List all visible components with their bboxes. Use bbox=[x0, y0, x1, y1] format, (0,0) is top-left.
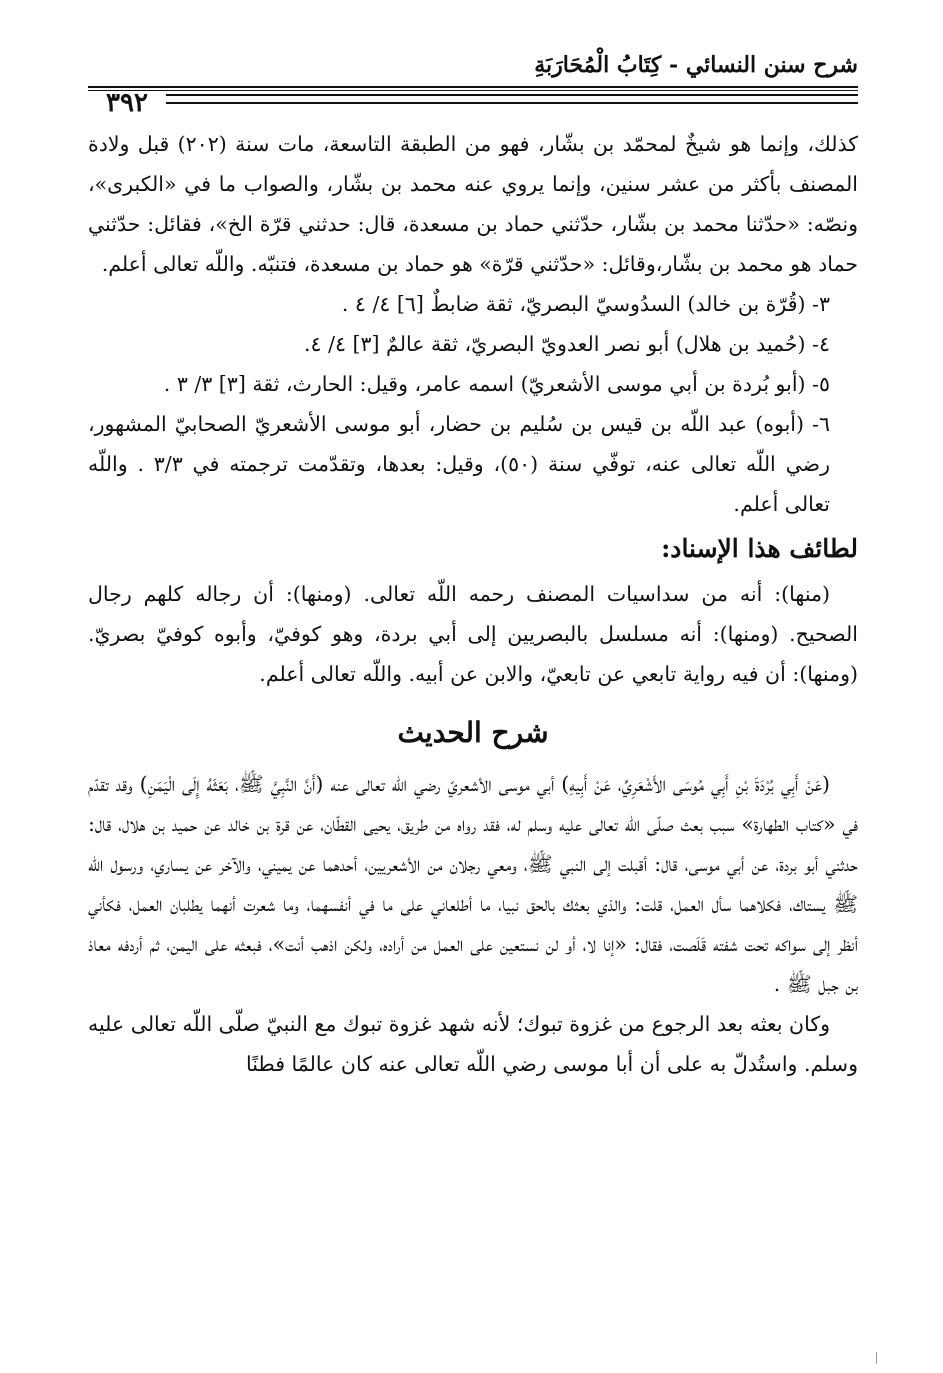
header-rule bbox=[88, 86, 858, 91]
narrator-entry: ٤- (حُميد بن هلال) أبو نصر العدويّ البصريّ، ثقة عالمٌ [٣] ٤/ ٤. bbox=[304, 332, 830, 356]
section-heading: شرح الحديث bbox=[397, 716, 549, 749]
narrator-entry: ٣- (قُرّة بن خالد) السدُوسيّ البصريّ، ثقة ضابطٌ [٦] ٤/ ٤ . bbox=[341, 292, 830, 316]
page-body bbox=[88, 124, 858, 1084]
section-subheading: لطائف هذا الإسناد: bbox=[661, 534, 858, 563]
page-number-rule bbox=[166, 94, 858, 104]
paragraph-continuation: وكان بعثه بعد الرجوع من غزوة تبوك؛ لأنه شهد غزوة تبوك مع النبيّ صلّى اللّه تعالى عليه وسلم. واستُدلّ به على أن أبا موسى رضي اللّه تعالى عنه كان عالمًا فطنًا bbox=[88, 1012, 858, 1076]
paragraph-commentary: كذلك، وإنما هو شيخٌ لمحمّد بن بشّار، فهو من الطبقة التاسعة، مات سنة (٢٠٢) قبل ولادة المصنف بأكثر من عشر سنين، وإنما يروي عنه محمد بن بشّار، والصواب ما في «الكبرى»، ونصّه: «حدّثنا محمد بن بشّار، حدّثني حماد بن مسعدة، قال: حدثني قرّة الخ»، فقائل: حدّثني حماد هو محمد بن بشّار،وقائل: «حدّثني قرّة» هو حماد بن مسعدة، فتنبّه. واللّه تعالى أعلم. bbox=[88, 132, 858, 276]
page-header bbox=[88, 52, 858, 82]
running-title: شرح سنن النسائي - كِتَابُ الْمُحَارَبَةِ bbox=[534, 52, 858, 78]
page-number: ٣٩٢ bbox=[106, 88, 148, 118]
paragraph-hadith-explanation: (عَنْ أَبِي بُرْدَةَ بْنِ أَبِي مُوسَى الأَشْعَرِيِّ، عَنْ أَبِيهِ) أبي موسى الأشعريّ رضي اللّه تعالى عنه (أَنَّ النَّبِيَّ ﷺ، بَعَثَهُ إِلَى الْيَمَنِ) وقد تقدّم في «كتاب الطهارة» سبب بعث صلّى اللّه تعالى عليه وسلم له، فقد رواه من طريق، يحيى القطّان، عن قرة بن خالد عن حميد بن هلال، قال: حدثني أبو بردة، عن أبي موسى، قال: أقبلت إلى النبي ﷺ، ومعي رجلان من الأشعريين، أحدهما عن يميني، والآخر عن يساري، ورسول اللّه ﷺ يستاك، فكلاهما سأل العمل، قلت: والذي بعثك بالحق نبيا، ما أطلعاني على ما في أنفسهما، وما شعرت أنهما يطلبان العمل، فكأني أنظر إلى سواكه تحت شفته قَلَصت، فقال: «إنا لا، أو لن نستعين على العمل من أراده، ولكن اذهب أنت»، فبعثه على اليمن، ثم أردفه معاذ بن جبل ﷺ . bbox=[88, 772, 858, 996]
narrator-entry: ٥- (أبو بُردة بن أبي موسى الأشعريّ) اسمه عامر، وقيل: الحارث، ثقة [٣] ٣/ ٣ . bbox=[163, 372, 830, 396]
paragraph-isnad-notes: (منها): أنه من سداسيات المصنف رحمه اللّه تعالى. (ومنها): أن رجاله كلهم رجال الصحيح. (ومنها): أنه مسلسل بالبصريين إلى أبي بردة، وهو كوفيّ، وأبوه كوفيّ بصريّ. (ومنها): أن فيه رواية تابعي عن تابعيّ، والابن عن أبيه. واللّه تعالى أعلم. bbox=[88, 582, 858, 686]
scan-mark bbox=[876, 1352, 877, 1364]
narrator-entry: ٦- (أبوه) عبد اللّه بن قيس بن سُليم بن حضار، أبو موسى الأشعريّ الصحابيّ المشهور، رضي اللّه تعالى عنه، توفّي سنة (٥٠)، وقيل: بعدها، وتقدّمت ترجمته في ٣/٣ . واللّه تعالى أعلم. bbox=[88, 412, 830, 516]
